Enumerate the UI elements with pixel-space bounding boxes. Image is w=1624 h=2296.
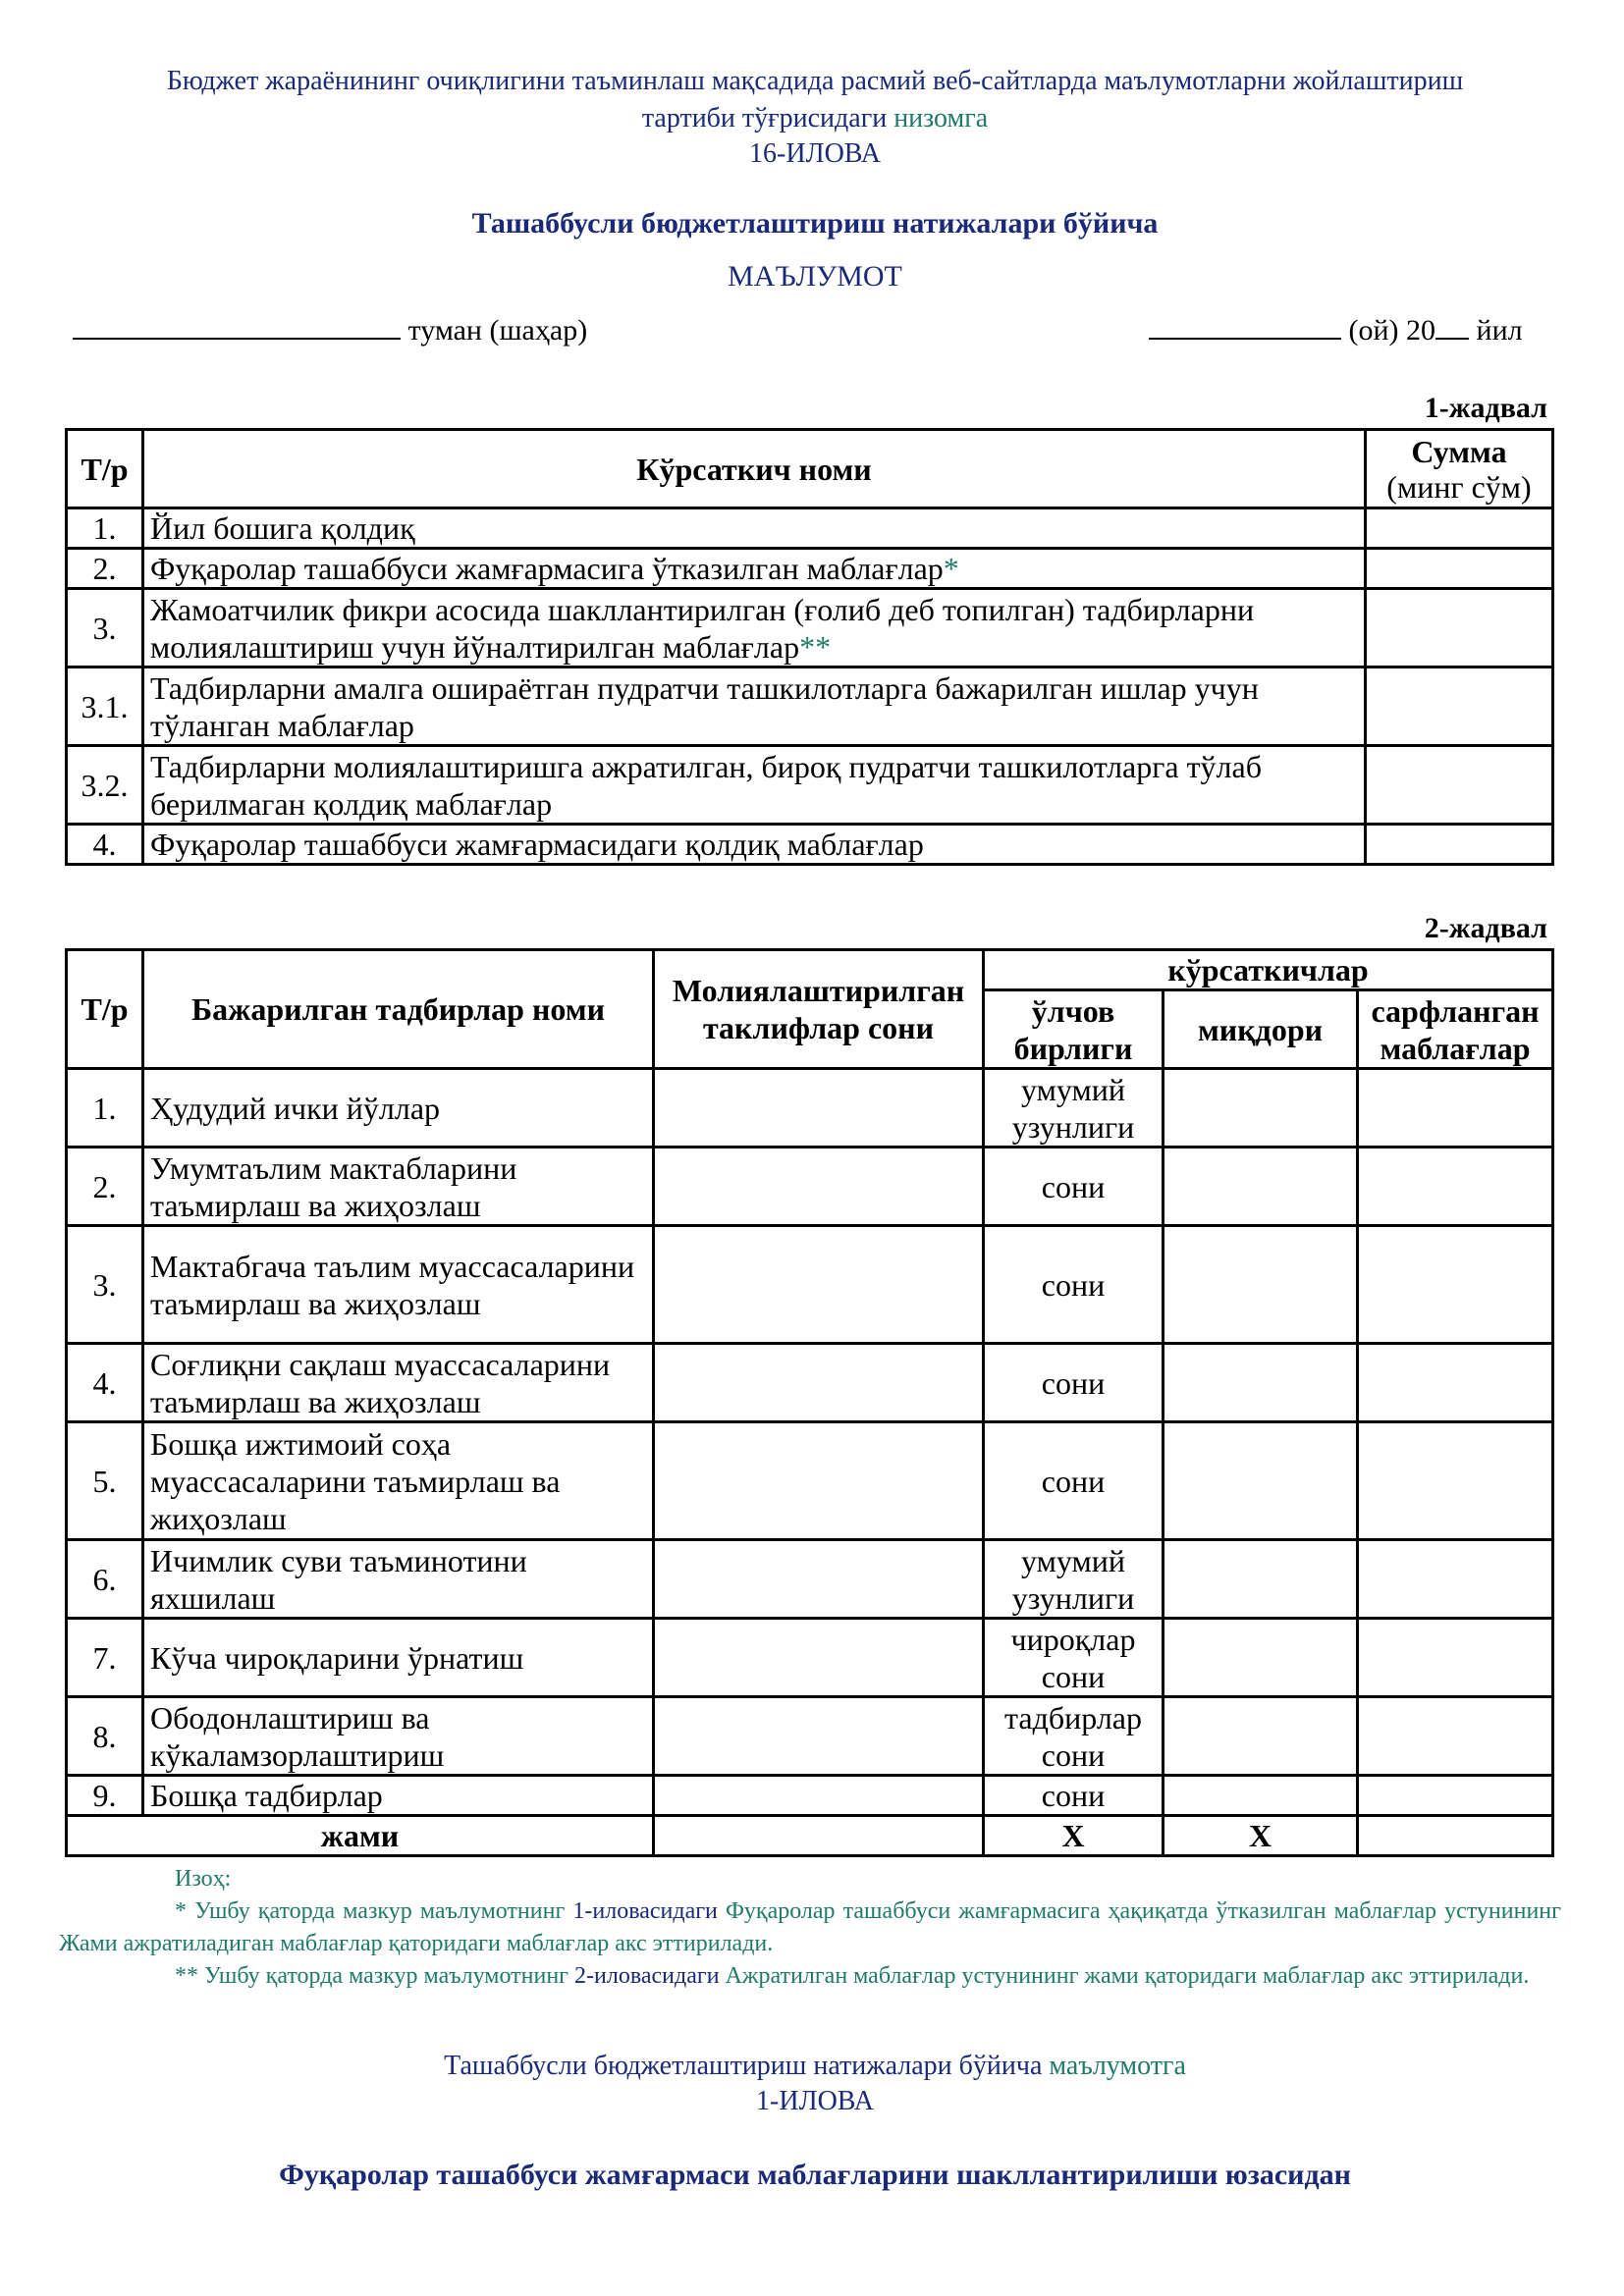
unit-cell: чироқлар сони [984, 1619, 1164, 1697]
note-2 [59, 1960, 1561, 1993]
table2-row [67, 1069, 1553, 1148]
footer-line-1-text: Ташаббусли бюджетлаштириш натижалари бўйича [444, 2051, 1050, 2081]
proposals-cell[interactable] [654, 1226, 984, 1344]
indicator-name [143, 746, 1366, 825]
indicator-text: Фуқаролар ташаббуси жамғармасидаги қолдиқ маблағлар [150, 827, 924, 862]
year-blank[interactable] [1435, 310, 1469, 340]
row-number: 1. [67, 508, 143, 549]
table2-row [67, 1697, 1553, 1776]
unit-cell: умумий узунлиги [984, 1540, 1164, 1619]
proposals-cell[interactable] [654, 1776, 984, 1816]
table1-header-num: Т/р [67, 430, 143, 508]
sum-cell[interactable] [1366, 549, 1553, 589]
table2-row [67, 1226, 1553, 1344]
table1-row [67, 589, 1553, 667]
proposals-cell[interactable] [654, 1619, 984, 1697]
total-spent-cell[interactable] [1358, 1816, 1553, 1856]
sum-cell[interactable] [1366, 667, 1553, 746]
table2-row [67, 1619, 1553, 1697]
page-subtitle: МАЪЛУМОТ [728, 260, 902, 293]
footnote-mark: * [943, 551, 959, 586]
row-number: 8. [67, 1697, 143, 1776]
table2-row [67, 1148, 1553, 1226]
spent-cell[interactable] [1358, 1422, 1553, 1540]
indicator-name [143, 667, 1366, 746]
activity-name: Кўча чироқларини ўрнатиш [143, 1619, 654, 1697]
indicator-text: Тадбирларни молиялаштиришга ажратилган, бироқ пудратчи ташкилотларга тўлаб берилмаган қолдиқ маблағлар [150, 748, 1262, 822]
row-number: 2. [67, 549, 143, 589]
report-link[interactable]: маълумотга [1049, 2051, 1186, 2081]
table2-header-indicators: кўрсаткичлар [984, 950, 1553, 990]
note-2-prefix: ** Ушбу қаторда мазкур маълумотнинг [175, 1963, 575, 1989]
district-label: туман (шаҳар) [407, 314, 588, 347]
unit-cell: сони [984, 1226, 1164, 1344]
table2-header-proposals: Молиялаштирилган таклифлар сони [654, 950, 984, 1069]
table2-header-unit: ўлчов бирлиги [984, 990, 1164, 1069]
table2-row [67, 1422, 1553, 1540]
table1-row [67, 508, 1553, 549]
indicator-text: Фуқаролар ташаббуси жамғармасига ўтказилган маблағлар [150, 551, 944, 586]
unit-cell: тадбирлар сони [984, 1697, 1164, 1776]
table1-header-sum-unit: (минг сўм) [1386, 468, 1532, 505]
indicators-table [65, 428, 1554, 866]
footer-annex-number: 1-ИЛОВА [756, 2086, 874, 2116]
table1-row [67, 746, 1553, 825]
notes-heading: Изоҳ: [175, 1866, 232, 1892]
annex-2-link[interactable]: 2-иловасидаги [574, 1963, 720, 1989]
table1-row [67, 549, 1553, 589]
sum-cell[interactable] [1366, 508, 1553, 549]
quantity-cell[interactable] [1164, 1422, 1358, 1540]
table1-row [67, 667, 1553, 746]
note-1-text: Фуқаролар ташаббуси жамғармасига ҳақиқатда ўтказилган маблағлар устунининг Жами ажратиладиган маблағлар қаторидаги маблағлар акс эттирилади. [59, 1898, 1561, 1956]
proposals-cell[interactable] [654, 1540, 984, 1619]
annex-1-link[interactable]: 1-иловасидаги [572, 1898, 718, 1924]
footer-title: Фуқаролар ташаббуси жамғармаси маблағларини шакллантирилиши юзасидан [279, 2159, 1351, 2191]
table1-header-sum-label: Сумма [1411, 433, 1507, 469]
period-field [1149, 310, 1523, 348]
note-1-prefix: * Ушбу қаторда мазкур маълумотнинг [175, 1898, 573, 1924]
year-label: йил [1476, 314, 1523, 347]
district-field [73, 310, 587, 348]
activity-name: Ҳудудий ички йўллар [143, 1069, 654, 1148]
unit-cell: сони [984, 1422, 1164, 1540]
activity-name: Мактабгача таълим муассасаларини таъмирлаш ва жиҳозлаш [143, 1226, 654, 1344]
spent-cell[interactable] [1358, 1619, 1553, 1697]
activity-name: Бошқа тадбирлар [143, 1776, 654, 1816]
unit-cell: сони [984, 1776, 1164, 1816]
total-unit: Х [984, 1816, 1164, 1856]
table2-caption: 2-жадвал [1424, 912, 1547, 944]
header-line-1: Бюджет жараёнининг очиқлигини таъминлаш мақсадида расмий веб-сайтларда маълумотларни жойлаштириш [166, 66, 1464, 96]
month-label: (ой) 20 [1348, 314, 1436, 347]
footnote-mark: ** [799, 628, 832, 665]
regulation-link[interactable]: низомга [893, 103, 989, 133]
table1-row [67, 825, 1553, 865]
row-number: 7. [67, 1619, 143, 1697]
indicator-text: Йил бошига қолдиқ [150, 510, 415, 546]
row-number: 6. [67, 1540, 143, 1619]
table2-total-row [67, 1816, 1553, 1856]
spent-cell[interactable] [1358, 1540, 1553, 1619]
row-number: 9. [67, 1776, 143, 1816]
row-number: 3.1. [67, 667, 143, 746]
row-number: 3.2. [67, 746, 143, 825]
header-line-2 [59, 102, 1571, 135]
indicator-name [143, 589, 1366, 667]
district-blank[interactable] [73, 310, 401, 340]
quantity-cell[interactable] [1164, 1226, 1358, 1344]
sum-cell[interactable] [1366, 746, 1553, 825]
indicator-text: Тадбирларни амалга ошираётган пудратчи ташкилотларга бажарилган ишлар учун тўланган маблағлар [150, 669, 1259, 743]
spent-cell[interactable] [1358, 1344, 1553, 1422]
total-label: жами [67, 1816, 654, 1856]
table2-row [67, 1344, 1553, 1422]
row-number: 2. [67, 1148, 143, 1226]
table2-header-quantity: миқдори [1164, 990, 1358, 1069]
sum-cell[interactable] [1366, 589, 1553, 667]
unit-cell: сони [984, 1148, 1164, 1226]
row-number: 1. [67, 1069, 143, 1148]
proposals-cell[interactable] [654, 1422, 984, 1540]
row-number: 4. [67, 1344, 143, 1422]
spent-cell[interactable] [1358, 1069, 1553, 1148]
activity-name: Умумтаълим мактабларини таъмирлаш ва жиҳозлаш [143, 1148, 654, 1226]
note-2-text: Ажратилган маблағлар устунининг жами қаторидаги маблағлар акс эттирилади. [719, 1963, 1530, 1989]
quantity-cell[interactable] [1164, 1697, 1358, 1776]
spent-cell[interactable] [1358, 1697, 1553, 1776]
table1-header-name: Кўрсаткич номи [143, 430, 1366, 508]
indicator-name [143, 508, 1366, 549]
table2-row [67, 1776, 1553, 1816]
indicator-name [143, 825, 1366, 865]
header-line-2-text: тартиби тўғрисидаги [641, 103, 894, 133]
activity-name: Ичимлик суви таъминотини яхшилаш [143, 1540, 654, 1619]
page-title: Ташаббусли бюджетлаштириш натижалари бўйича [471, 207, 1159, 240]
proposals-cell[interactable] [654, 1069, 984, 1148]
proposals-cell[interactable] [654, 1344, 984, 1422]
annex-number: 16-ИЛОВА [749, 138, 881, 169]
activity-name: Ободонлаштириш ва кўкаламзорлаштириш [143, 1697, 654, 1776]
unit-cell: умумий узунлиги [984, 1069, 1164, 1148]
row-number: 3. [67, 589, 143, 667]
footer-line-1 [59, 2050, 1571, 2083]
quantity-cell[interactable] [1164, 1344, 1358, 1422]
activities-table [65, 948, 1554, 1857]
activity-name: Бошқа ижтимоий соҳа муассасаларини таъмирлаш ва жиҳозлаш [143, 1422, 654, 1540]
table2-header-name: Бажарилган тадбирлар номи [143, 950, 654, 1069]
proposals-cell[interactable] [654, 1148, 984, 1226]
quantity-cell[interactable] [1164, 1619, 1358, 1697]
quantity-cell[interactable] [1164, 1776, 1358, 1816]
quantity-cell[interactable] [1164, 1148, 1358, 1226]
spent-cell[interactable] [1358, 1148, 1553, 1226]
activity-name: Соғлиқни сақлаш муассасаларини таъмирлаш ва жиҳозлаш [143, 1344, 654, 1422]
quantity-cell[interactable] [1164, 1540, 1358, 1619]
total-proposals-cell[interactable] [654, 1816, 984, 1856]
row-number: 4. [67, 825, 143, 865]
indicator-text: Жамоатчилик фикри асосида шакллантирилган (ғолиб деб топилган) тадбирларни молиялаштириш учун йўналтирилган маблағлар [150, 591, 1255, 665]
row-number: 5. [67, 1422, 143, 1540]
note-1 [59, 1896, 1561, 1960]
month-blank[interactable] [1149, 310, 1341, 340]
unit-cell: сони [984, 1344, 1164, 1422]
total-quantity: Х [1164, 1816, 1358, 1856]
table1-caption: 1-жадвал [1424, 392, 1547, 424]
quantity-cell[interactable] [1164, 1069, 1358, 1148]
table2-header-spent: сарфланган маблағлар [1358, 990, 1553, 1069]
indicator-name [143, 549, 1366, 589]
spent-cell[interactable] [1358, 1226, 1553, 1344]
proposals-cell[interactable] [654, 1697, 984, 1776]
table2-row [67, 1540, 1553, 1619]
spent-cell[interactable] [1358, 1776, 1553, 1816]
table1-header-sum [1366, 430, 1553, 508]
table2-header-num: Т/р [67, 950, 143, 1069]
row-number: 3. [67, 1226, 143, 1344]
sum-cell[interactable] [1366, 825, 1553, 865]
